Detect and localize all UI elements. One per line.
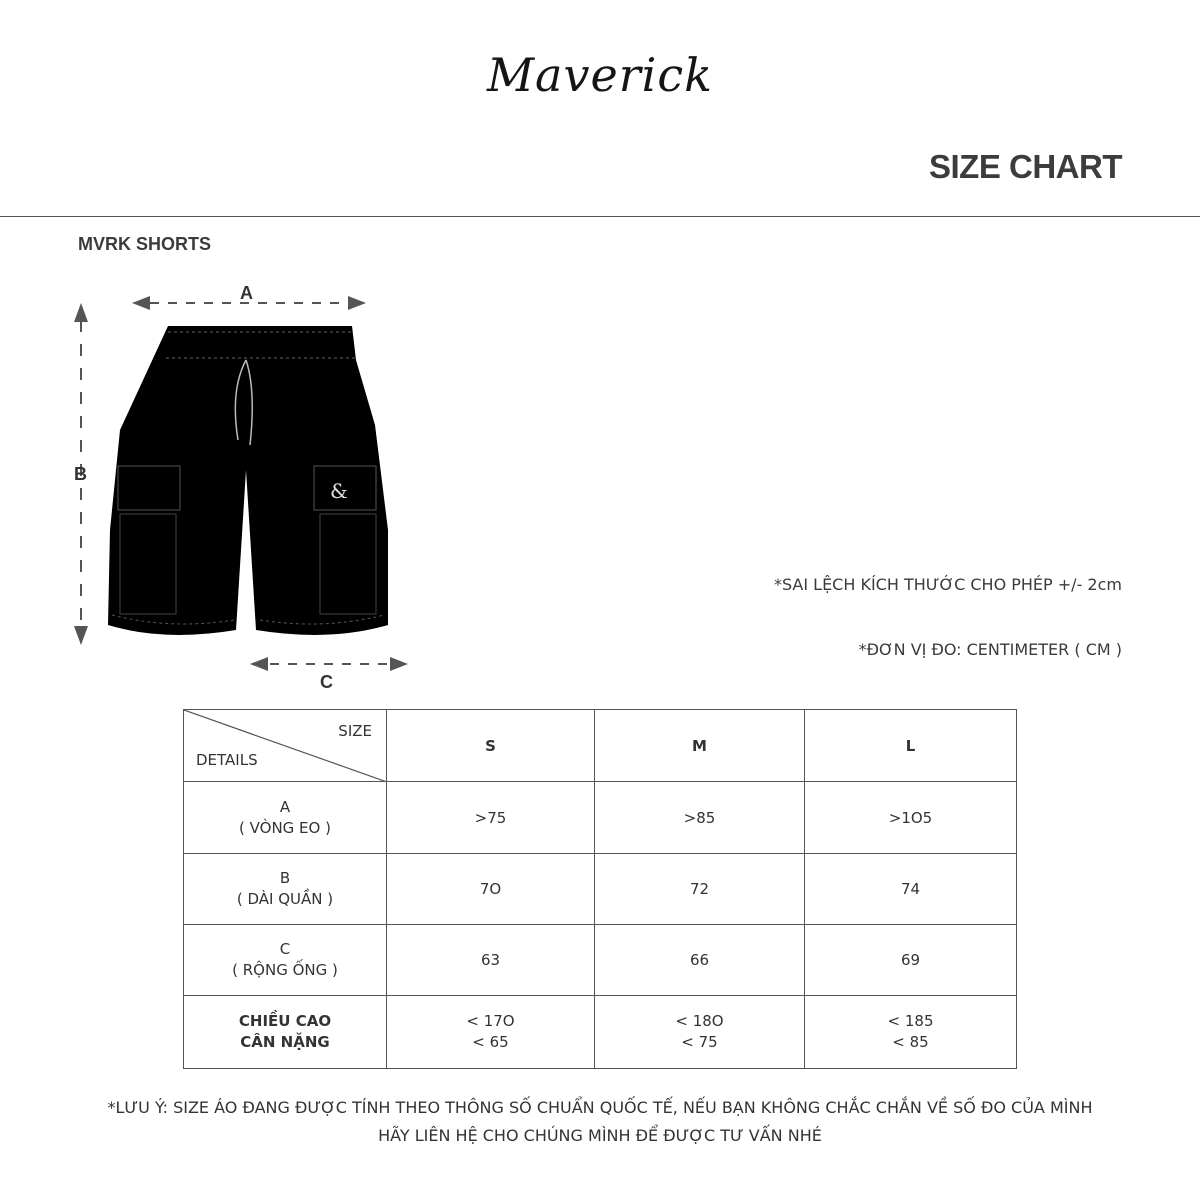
dimension-c-label: C	[320, 672, 333, 692]
header-divider	[0, 216, 1200, 217]
row-sub: ( DÀI QUẦN )	[236, 890, 334, 908]
row-key: C	[279, 940, 291, 958]
size-header-s: S	[387, 710, 595, 782]
table-row	[184, 782, 1017, 854]
product-name: MVRK SHORTS	[78, 234, 212, 254]
svg-text:&: &	[330, 479, 348, 503]
table-cell	[805, 996, 1017, 1069]
dimension-c-arrow	[250, 657, 408, 671]
table-cell: >85	[595, 782, 805, 854]
height-value: < 17O	[466, 1012, 515, 1030]
dimension-b-label: B	[74, 464, 87, 484]
measurement-diagram	[60, 270, 440, 700]
height-value: < 185	[887, 1012, 934, 1030]
table-cell: >75	[387, 782, 595, 854]
corner-details-label: DETAILS	[196, 751, 258, 769]
height-value: < 18O	[675, 1012, 724, 1030]
row-label-length	[184, 854, 387, 925]
table-row	[184, 925, 1017, 996]
row-key: A	[279, 797, 291, 816]
table-row	[184, 854, 1017, 925]
row-label-leg-opening	[184, 925, 387, 996]
size-table	[183, 709, 1017, 1069]
table-cell	[595, 996, 805, 1069]
table-cell: 66	[595, 925, 805, 996]
size-header-m: M	[595, 710, 805, 782]
table-corner-cell	[184, 710, 387, 782]
tolerance-note: *SAI LỆCH KÍCH THƯỚC CHO PHÉP +/- 2cm	[773, 575, 1122, 594]
row-sub: ( RỘNG ỐNG )	[232, 961, 338, 979]
table-cell: 72	[595, 854, 805, 925]
row-sub: ( VÒNG EO )	[239, 818, 331, 837]
size-header-l: L	[805, 710, 1017, 782]
weight-value: < 85	[892, 1033, 929, 1051]
table-row	[184, 996, 1017, 1069]
row-line-height: CHIỀU CAO	[238, 1012, 332, 1030]
footer-note-line2: HÃY LIÊN HỆ CHO CHÚNG MÌNH ĐỂ ĐƯỢC TƯ VẤN NHÉ	[378, 1126, 822, 1145]
weight-value: < 75	[681, 1033, 718, 1051]
row-label-waist	[184, 782, 387, 854]
corner-size-label: SIZE	[338, 722, 372, 740]
footer-note	[40, 1094, 1160, 1150]
table-cell: 7O	[387, 854, 595, 925]
shorts-illustration	[108, 326, 388, 635]
table-header-row	[184, 710, 1017, 782]
row-key: B	[279, 869, 291, 887]
row-line-weight: CÂN NẶNG	[240, 1033, 330, 1051]
row-label-height-weight	[184, 996, 387, 1069]
table-cell: 63	[387, 925, 595, 996]
table-cell: >1O5	[805, 782, 1017, 854]
brand-logo: Maverick	[486, 48, 714, 102]
table-cell: 69	[805, 925, 1017, 996]
page-title: SIZE CHART	[929, 148, 1122, 185]
weight-value: < 65	[472, 1033, 509, 1051]
unit-note: *ĐƠN VỊ ĐO: CENTIMETER ( CM )	[858, 640, 1122, 659]
corner-diagonal-line	[184, 710, 387, 782]
table-cell: 74	[805, 854, 1017, 925]
footer-note-line1: *LƯU Ý: SIZE ÁO ĐANG ĐƯỢC TÍNH THEO THÔNG SỐ CHUẨN QUỐC TẾ, NẾU BẠN KHÔNG CHẮC CHẮN VỀ SỐ ĐO CỦA MÌNH	[107, 1098, 1093, 1117]
dimension-a-label: A	[240, 283, 253, 303]
table-cell	[387, 996, 595, 1069]
